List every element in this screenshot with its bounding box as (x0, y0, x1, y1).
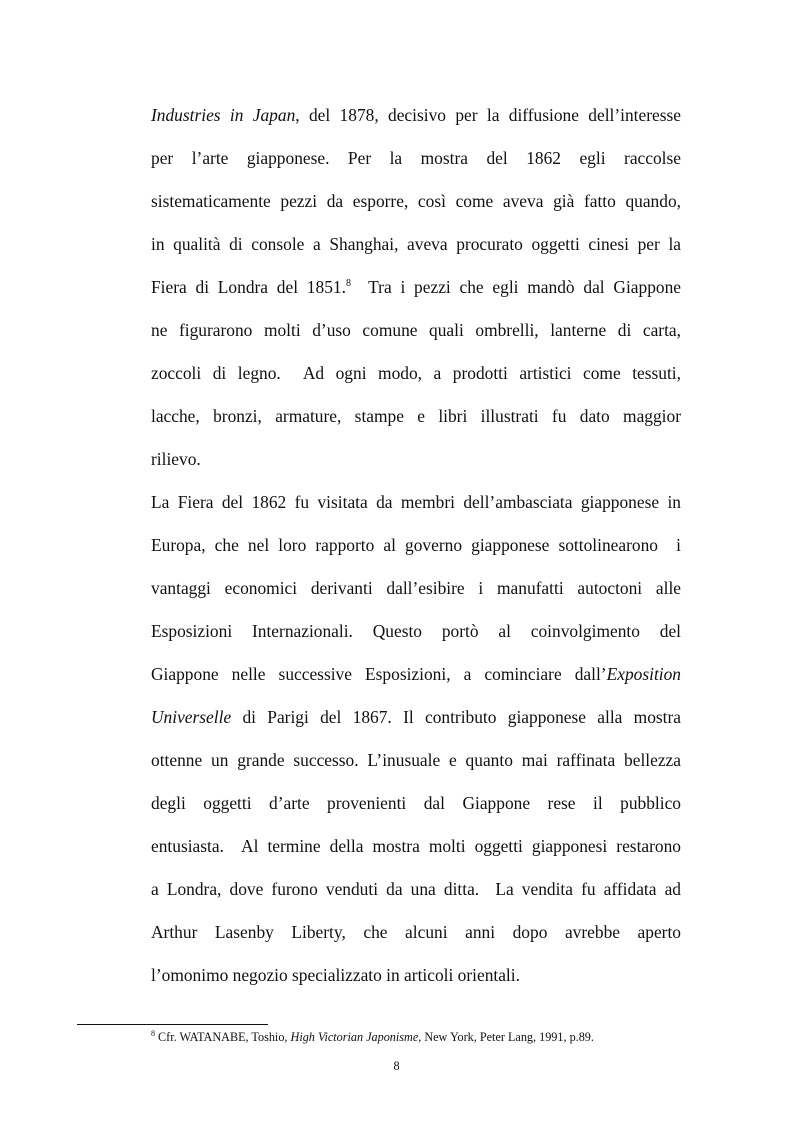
line-text: a Londra, dove furono venduti da una ditta. La vendita fu affidata ad (151, 879, 681, 899)
text-line (151, 98, 681, 141)
italic-title: Universelle (151, 707, 232, 727)
text-line (151, 141, 681, 184)
text-line (151, 700, 681, 743)
footnote (151, 1030, 711, 1045)
footnote-text: , New York, Peter Lang, 1991, p.89. (418, 1030, 594, 1044)
text-line (151, 872, 681, 915)
line-text: Arthur Lasenby Liberty, che alcuni anni dopo avrebbe aperto (151, 922, 681, 942)
text-line (151, 915, 681, 958)
line-text: Europa, che nel loro rapporto al governo giapponese sottolinearono i (151, 535, 681, 555)
line-text: Giappone nelle successive Esposizioni, a cominciare dall’ (151, 664, 607, 684)
line-text: sistematicamente pezzi da esporre, così come aveva già fatto quando, (151, 191, 681, 211)
text-line (151, 442, 681, 485)
text-line (151, 571, 681, 614)
line-text: ne figurarono molti d’uso comune quali ombrelli, lanterne di carta, (151, 320, 681, 340)
footnote-separator (77, 1024, 268, 1025)
italic-title: Exposition (606, 664, 681, 684)
line-text: ottenne un grande successo. L’inusuale e quanto mai raffinata bellezza (151, 750, 681, 770)
text-line (151, 786, 681, 829)
line-text: lacche, bronzi, armature, stampe e libri illustrati fu dato maggior (151, 406, 681, 426)
text-line (151, 399, 681, 442)
text-line (151, 356, 681, 399)
line-text: l’omonimo negozio specializzato in articoli orientali. (151, 965, 520, 985)
body-text (151, 98, 681, 1001)
footnote-text: Cfr. WATANABE, Toshio, (155, 1030, 291, 1044)
line-text: per l’arte giapponese. Per la mostra del 1862 egli raccolse (151, 148, 681, 168)
text-line (151, 657, 681, 700)
text-line (151, 184, 681, 227)
text-line (151, 829, 681, 872)
text-line (151, 270, 681, 313)
paragraph (151, 485, 681, 1001)
line-text: degli oggetti d’arte provenienti dal Giappone rese il pubblico (151, 793, 681, 813)
text-line (151, 958, 681, 1001)
line-text: zoccoli di legno. Ad ogni modo, a prodotti artistici come tessuti, (151, 363, 681, 383)
footnote-marker: 8 (151, 1029, 155, 1038)
line-text: rilievo. (151, 449, 201, 469)
text-line (151, 485, 681, 528)
footnote-reference[interactable]: 8 (345, 278, 351, 289)
line-text: La Fiera del 1862 fu visitata da membri dell’ambasciata giapponese in (151, 492, 681, 512)
line-text: entusiasta. Al termine della mostra molti oggetti giapponesi restarono (151, 836, 681, 856)
line-text: Tra i pezzi che egli mandò dal Giappone (350, 277, 681, 297)
page-number: 8 (393, 1059, 400, 1073)
line-text: di Parigi del 1867. Il contributo giapponese alla mostra (231, 707, 681, 727)
text-line (151, 528, 681, 571)
text-line (151, 313, 681, 356)
line-text: Esposizioni Internazionali. Questo portò al coinvolgimento del (151, 621, 681, 641)
footnote-italic-title: High Victorian Japonisme (290, 1030, 419, 1044)
paragraph (151, 98, 681, 485)
line-text: vantaggi economici derivanti dall’esibire i manufatti autoctoni alle (151, 578, 681, 598)
text-line (151, 227, 681, 270)
italic-title: Industries in Japan (151, 105, 296, 125)
line-text: Fiera di Londra del 1851. (151, 277, 346, 297)
line-text: in qualità di console a Shanghai, aveva procurato oggetti cinesi per la (151, 234, 681, 254)
text-line (151, 614, 681, 657)
line-text: , del 1878, decisivo per la diffusione dell’interesse (295, 105, 681, 125)
text-line (151, 743, 681, 786)
